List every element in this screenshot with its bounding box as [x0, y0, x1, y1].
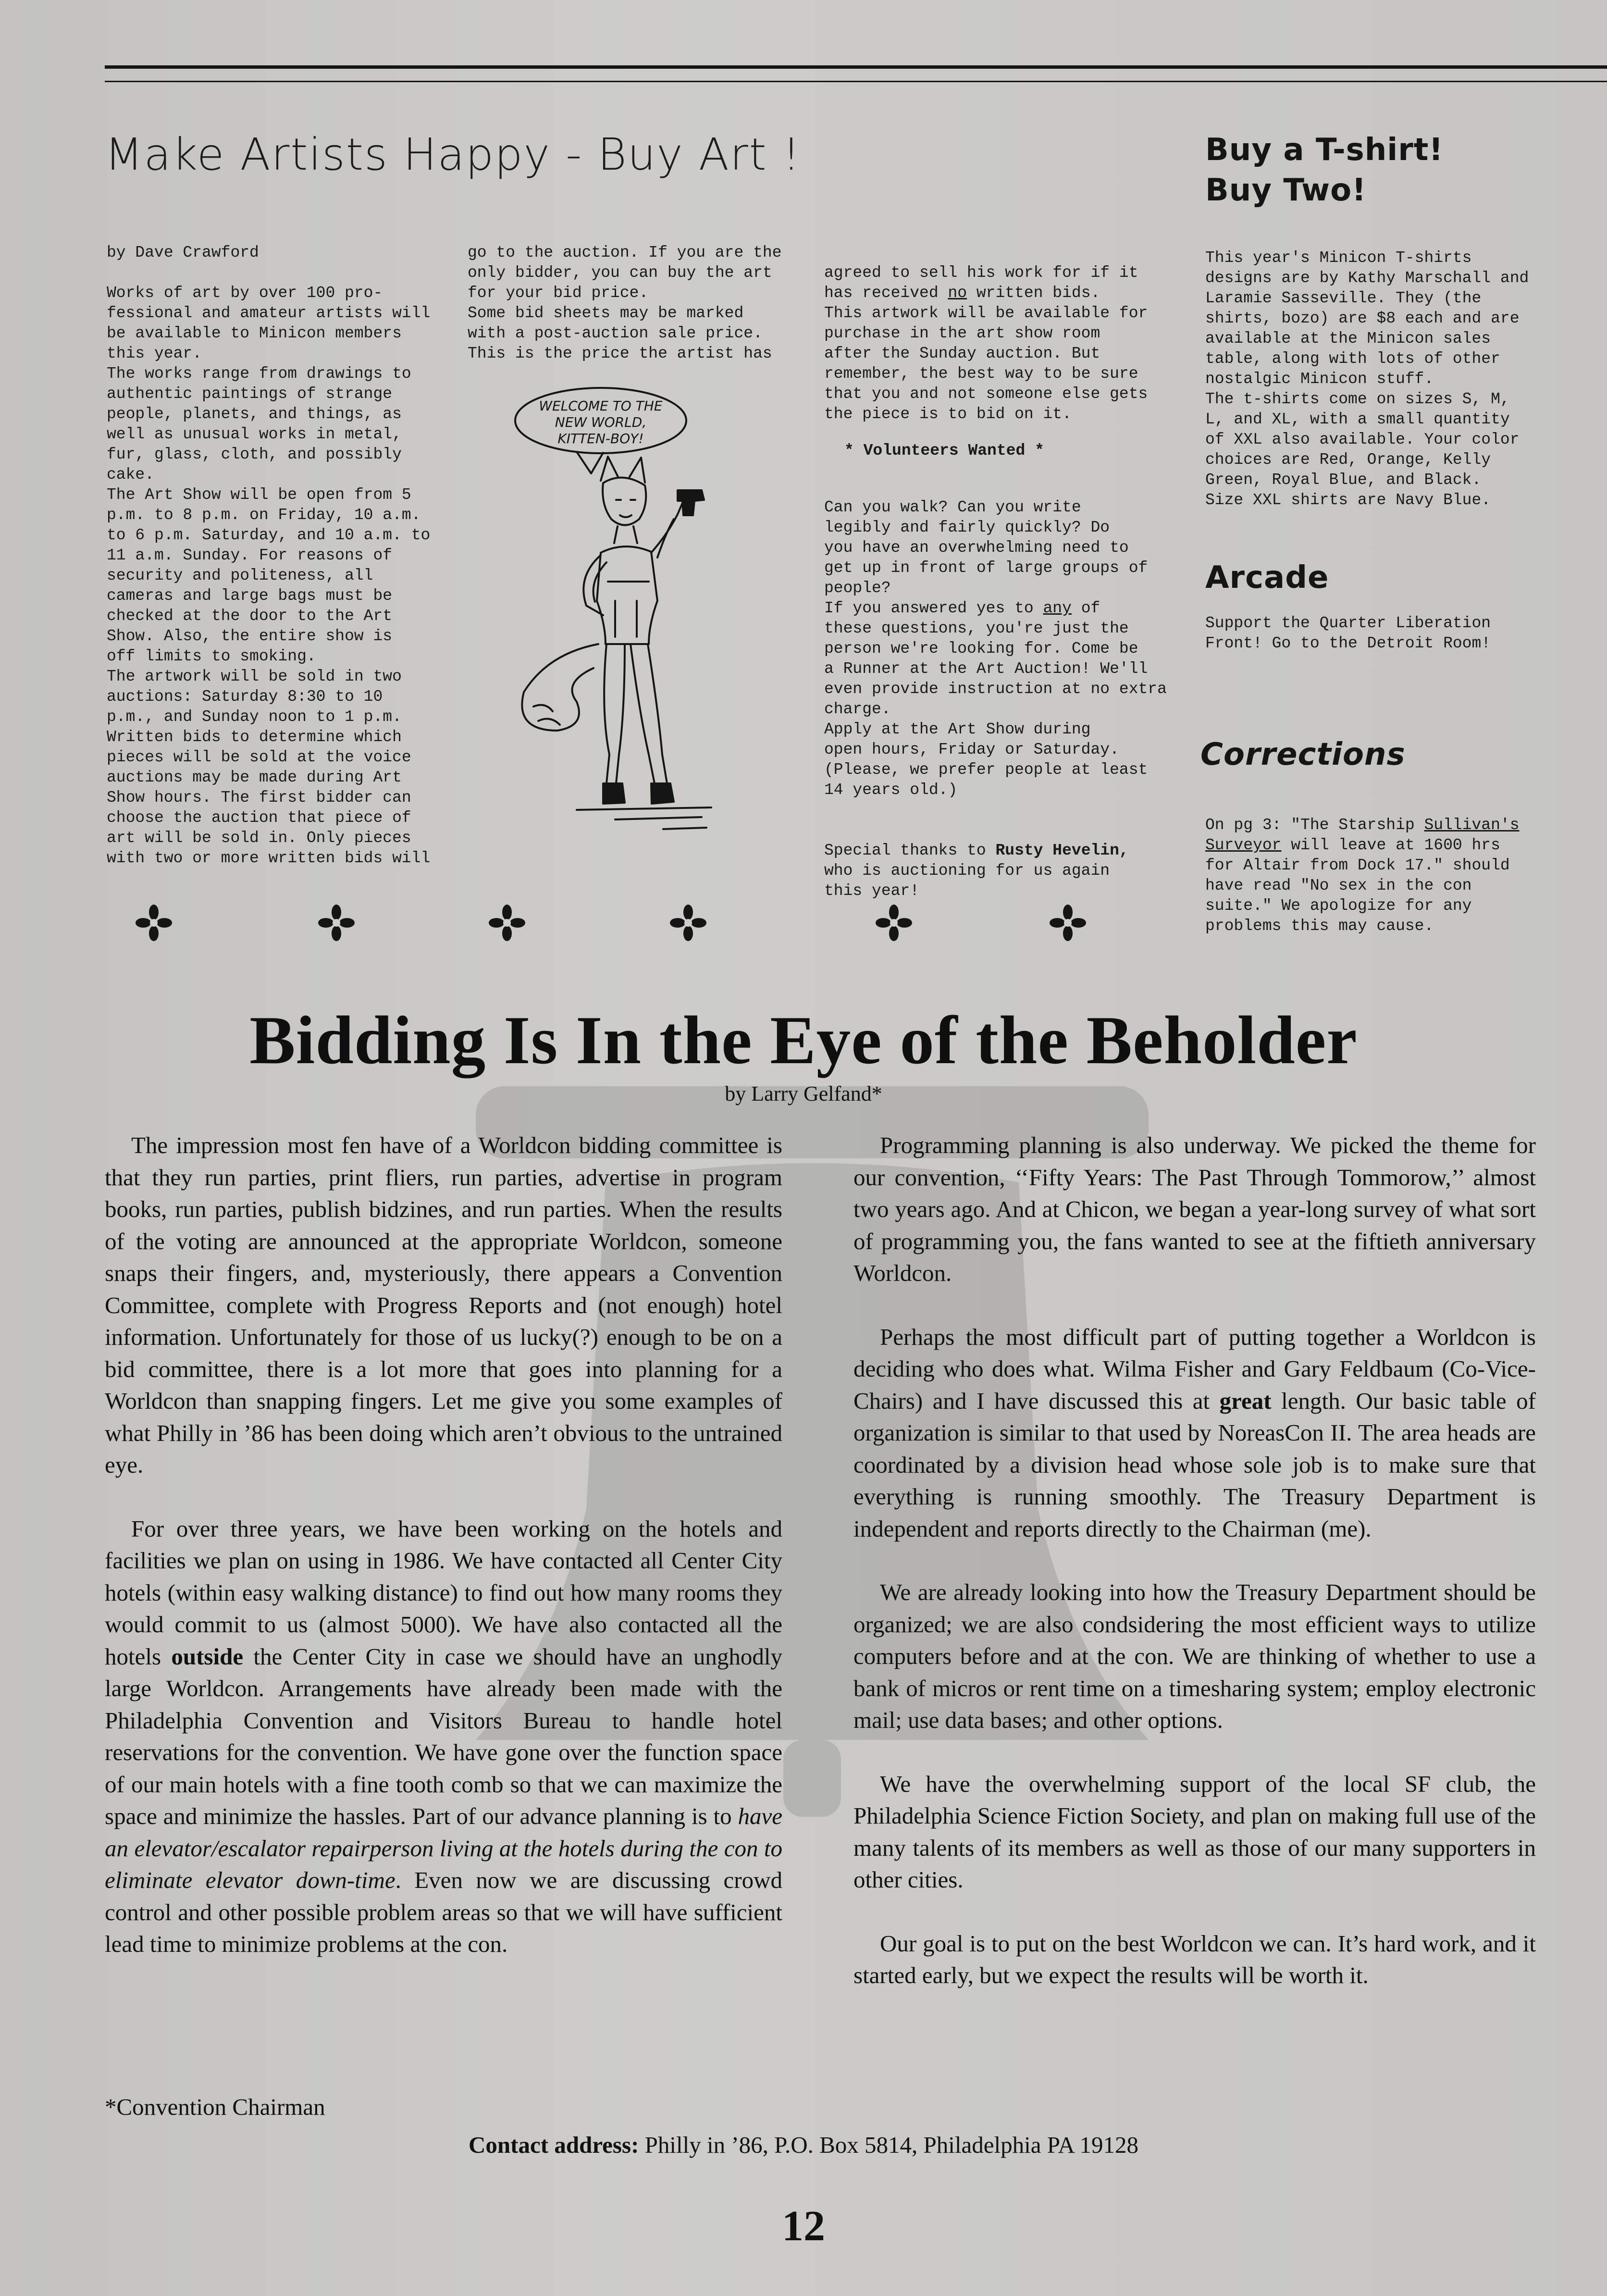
footnote: *Convention Chairman [105, 2094, 325, 2120]
tshirt-body: This year's Minicon T-shirts designs are by Kathy Marschall and Laramie Sasseville. They (the shirts, bozo) are $8 each and are available at the Minicon sales table, along with lots of other nostalgic Minicon stuff. The t-shirts come on sizes S, M, L, and XL, with a small quantity of XXL also available. Your color choices are Red, Orange, Kelly Green, Royal Blue, and Black. Size XXL shirts are Navy Blue. [1205, 249, 1529, 509]
corrections-body: On pg 3: "The Starship Sullivan's Surveyor will leave at 1600 hrs for Altair from Dock 17." should have read "No sex in the con suite." We apologize for any problems this may cause. [1205, 816, 1520, 935]
paragraph: Perhaps the most difficult part of putting together a Worldcon is deciding who does what. Wilma Fisher and Gary Feldbaum (Co-Vice-Chairs) and I have discussed this at great length. Our basic table of organization is similar to that used by NoreasCon II. The area heads are coordinated by a division head whose sole job is to make sure that everything is running smoothly. The Treasury Department is independent and reports directly to the Chairman (me). [853, 1323, 1536, 1542]
art-article-col1: by Dave Crawford Works of art by over 100 pro- fessional and amateur artists will be available to Minicon members this year. The works range from drawings to authentic paintings of strange people, planets, and things, as well as unusual works in metal, fur, glass, cloth, and possibly cake. The Art Show will be open from 5 p.m. to 8 p.m. on Friday, 10 a.m. to 6 p.m. Saturday, and 10 a.m. to 11 a.m. Sunday. For reasons of security and politeness, all cameras and large bags must be checked at the door to the Art Show. Also, the entire show is off limits to smoking. The artwork will be sold in two auctions: Saturday 8:30 to 10 p.m., and Sunday noon to 1 p.m. Written bids to determine which pieces will be sold at the voice auctions may be made during Art Show hours. The first bidder can choose the auction that piece of art will be sold in. Only pieces with two or more written bids will [107, 244, 431, 867]
art-article-title: Make Artists Happy - Buy Art ! [105, 129, 801, 180]
flower-ornament-5 [875, 904, 913, 942]
arcade-body: Support the Quarter Liberation Front! Go to the Detroit Room! [1205, 614, 1491, 652]
flower-ornament-2 [317, 904, 356, 942]
flower-ornament-6 [1049, 904, 1087, 942]
bidding-article-byline: by Larry Gelfand* [725, 1082, 882, 1105]
top-rule-thin [105, 81, 1607, 82]
page-number: 12 [782, 2202, 825, 2250]
paragraph: Programming planning is also underway. We picked the theme for our convention, ‘‘Fifty Years: The Past Through Tommorow,’’ almost two years ago. And at Chicon, we began a year-long survey of what sort of programming you, the fans wanted to see at the fiftieth anniversary Worldcon. [853, 1132, 1536, 1286]
bidding-article-title: Bidding Is In the Eye of the Beholder [249, 1002, 1358, 1078]
arcade-heading: Arcade [1205, 560, 1329, 596]
art-article-col2: go to the auction. If you are the only bidder, you can buy the art for your bid price. Some bid sheets may be marked with a post-auction sale price. This is the price the artist has [468, 244, 782, 362]
paragraph: We are already looking into how the Treasury Department should be organized; we are also condsidering the most efficient ways to utilize computers before and at the con. We are thinking of whether to use a bank of micros or rent time on a timesharing system; employ electronic mail; use data bases; and other options. [853, 1579, 1536, 1733]
corrections-heading: Corrections [1200, 737, 1406, 772]
bidding-article-right-column [853, 1129, 1536, 1992]
kitten-boy-illustration [505, 375, 730, 851]
art-article-col3: agreed to sell his work for if it has received no written bids. This artwork will be available for purchase in the art show room after the Sunday auction. But remember, the best way to be sure that you and not someone else gets the piece is to bid on it. * Volunteers Wanted * Can you walk? Can you write legibly and fairly quickly? Do you have an overwhelming need to get up in front of large groups of people? If you answered yes to any of these questions, you're just the person we're looking for. Come be a Runner at the Art Auction! We'll even provide instruction at no extra charge. Apply at the Art Show during open hours, Friday or Saturday. (Please, we prefer people at least 14 years old.) Special thanks to Rusty Hevelin, who is auctioning for us again this year! [824, 243, 1175, 901]
paragraph: The impression most fen have of a Worldcon bidding committee is that they run parties, print fliers, run parties, advertise in program books, run parties, publish bidzines, and run parties. When the results of the voting are announced at the appropriate Worldcon, someone snaps their fingers, and, mysteriously, there appears a Convention Committee, complete with Progress Reports and (not enough) hotel information. Unfortunately for those of us lucky(?) enough to be on a bid committee, there is a lot more that goes into planning for a Worldcon than snapping fingers. Let me give you some examples of what Philly in ’86 has been doing which aren’t obvious to the untrained eye. [105, 1132, 782, 1478]
flower-ornament-3 [488, 904, 526, 942]
paragraph: We have the overwhelming support of the local SF club, the Philadelphia Science Fiction Society, and plan on making full use of the many talents of its members as well as those of our many supporters in other cities. [853, 1770, 1536, 1893]
flower-ornament-4 [669, 904, 707, 942]
tshirt-heading: Buy a T-shirt! Buy Two! [1205, 132, 1444, 208]
volunteers-heading: * Volunteers Wanted * [844, 442, 1044, 459]
rusty-hevelin: Rusty Hevelin, [995, 842, 1129, 859]
speech-bubble-text: WELCOME TO THE NEW WORLD, KITTEN-BOY! [539, 398, 663, 447]
paragraph: Our goal is to put on the best Worldcon we can. It’s hard work, and it started early, but we expect the results will be worth it. [853, 1930, 1536, 1988]
bidding-article-left-column [105, 1129, 782, 1961]
contact-address: Contact address: Philly in ’86, P.O. Box 5814, Philadelphia PA 19128 [469, 2132, 1138, 2158]
flower-ornament-1 [135, 904, 173, 942]
paragraph: For over three years, we have been working on the hotels and facilities we plan on using in 1986. We have contacted all Center City hotels (within easy walking distance) to find out how many rooms they would commit to us (almost 5000). We have also contacted all the hotels outside the Center City in case we should have an unghodly large Worldcon. Arrangements have already been made with the Philadelphia Convention and Visitors Bureau to handle hotel reservations for the convention. We have gone over the function space of our main hotels with a fine tooth comb so that we can maximize the space and minimize the hassles. Part of our advance planning is to have an elevator/escalator repairperson living at the hotels during the con to eliminate elevator down-time. Even now we are discussing crowd control and other possible problem areas so that we will have sufficient lead time to minimize problems at the con. [105, 1515, 783, 1957]
top-rule-thick [105, 65, 1607, 69]
